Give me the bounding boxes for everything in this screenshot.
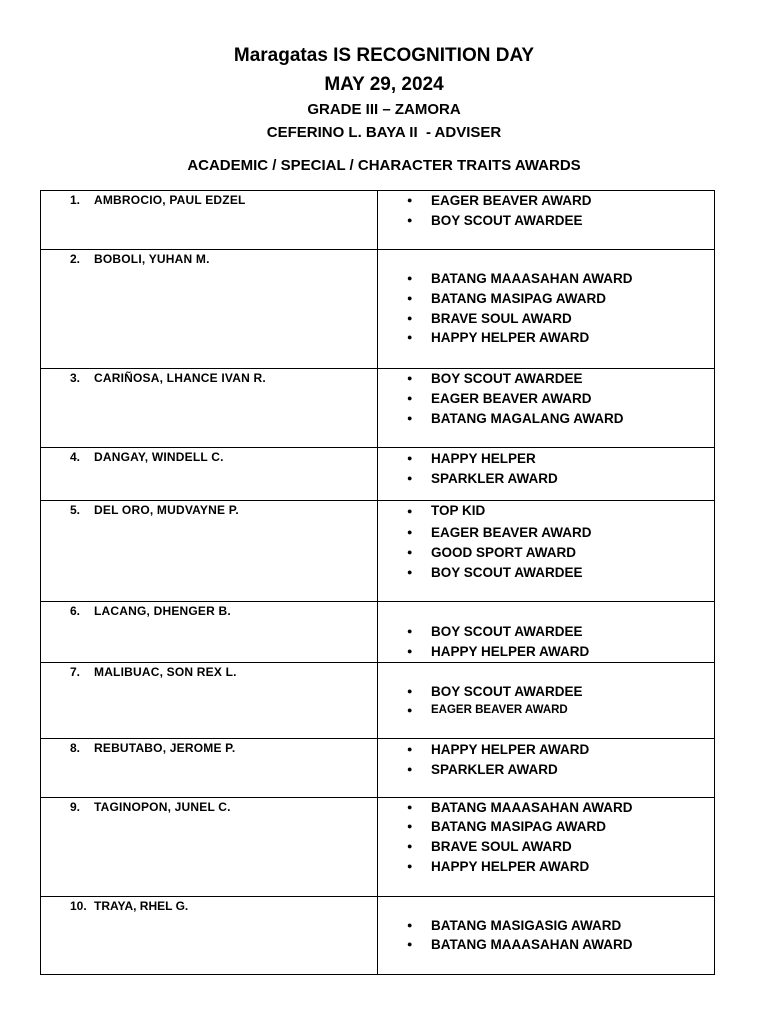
row-number: 10.: [70, 898, 87, 913]
student-name-cell: [41, 738, 378, 797]
bullet-icon: ●: [407, 473, 413, 483]
award-list: [378, 191, 714, 231]
student-name: DEL ORO, MUDVAYNE P.: [94, 503, 239, 517]
list-item: [378, 409, 714, 429]
list-item: [378, 289, 714, 309]
student-name-cell: [41, 896, 378, 974]
bullet-icon: ●: [407, 566, 413, 577]
award-label: BATANG MAGALANG AWARD: [431, 410, 624, 426]
bullet-icon: ●: [407, 685, 413, 696]
bullet-icon: ●: [407, 546, 413, 557]
award-label: HAPPY HELPER: [431, 451, 536, 466]
bullet-icon: ●: [407, 332, 413, 343]
table-row: [41, 896, 715, 974]
award-label: HAPPY HELPER AWARD: [431, 643, 590, 659]
bullet-icon: ●: [407, 292, 413, 303]
row-number: 4.: [70, 450, 81, 464]
award-cell: [378, 250, 715, 369]
award-label: EAGER BEAVER AWARD: [431, 525, 592, 540]
list-item: [378, 469, 714, 489]
table-row: [41, 662, 715, 738]
list-item: [378, 642, 714, 662]
student-name-cell: [41, 191, 378, 250]
award-label: HAPPY HELPER AWARD: [431, 858, 590, 874]
student-name-cell: [41, 797, 378, 896]
bullet-icon: ●: [407, 453, 413, 463]
award-label: BATANG MAAASAHAN AWARD: [431, 271, 633, 286]
award-list: [378, 501, 714, 582]
list-item: [378, 916, 714, 936]
list-item: [378, 837, 714, 857]
student-name-cell: [41, 250, 378, 369]
student-name: LACANG, DHENGER B.: [94, 604, 231, 618]
student-name: BOBOLI, YUHAN M.: [94, 252, 210, 266]
row-number: 5.: [70, 503, 81, 517]
list-item: [378, 523, 714, 543]
row-number: 8.: [70, 740, 81, 755]
award-label: BATANG MAAASAHAN AWARD: [431, 937, 633, 953]
bullet-icon: ●: [407, 373, 413, 383]
bullet-icon: ●: [407, 801, 413, 812]
bullet-icon: ●: [407, 919, 413, 930]
list-item: [378, 935, 714, 955]
bullet-icon: ●: [407, 527, 413, 537]
student-name-cell: [41, 501, 378, 602]
award-label: TOP KID: [431, 503, 486, 518]
award-label: EAGER BEAVER AWARD: [431, 390, 592, 406]
list-item: [378, 328, 714, 348]
award-label: BOY SCOUT AWARDEE: [431, 564, 583, 580]
student-name: TAGINOPON, JUNEL C.: [94, 799, 231, 814]
list-item: [378, 739, 714, 760]
bullet-icon: ●: [407, 626, 413, 636]
bullet-icon: ●: [407, 939, 413, 950]
bullet-icon: ●: [407, 645, 413, 656]
award-list: [378, 916, 714, 956]
awards-heading: ACADEMIC / SPECIAL / CHARACTER TRAITS AWARDS: [187, 157, 581, 174]
award-cell: [378, 662, 715, 738]
award-cell: [378, 896, 715, 974]
list-item: [378, 563, 714, 583]
list-item: [378, 369, 714, 389]
row-number: 6.: [70, 604, 81, 618]
row-number: 1.: [70, 193, 81, 207]
row-number: 2.: [70, 252, 81, 266]
bullet-icon: ●: [407, 412, 413, 423]
award-list: [378, 682, 714, 722]
award-label: BATANG MAAASAHAN AWARD: [431, 799, 633, 815]
student-name: MALIBUAC, SON REX L.: [94, 664, 237, 679]
award-label: SPARKLER AWARD: [431, 471, 558, 486]
student-name-cell: [41, 602, 378, 663]
award-label: BRAVE SOUL AWARD: [431, 310, 572, 326]
list-item: [378, 622, 714, 642]
award-cell: [378, 448, 715, 501]
bullet-icon: ●: [407, 506, 413, 516]
list-item: [378, 448, 714, 469]
award-list: [378, 739, 714, 780]
table-row: [41, 191, 715, 250]
award-label: BOY SCOUT AWARDEE: [431, 624, 583, 639]
award-label: BOY SCOUT AWARDEE: [431, 371, 583, 386]
list-item: [378, 798, 714, 818]
student-name: REBUTABO, JEROME P.: [94, 740, 236, 755]
table-row: [41, 602, 715, 663]
award-label: EAGER BEAVER AWARD: [431, 704, 568, 717]
award-list: [378, 798, 714, 877]
student-name-cell: [41, 369, 378, 448]
award-label: BRAVE SOUL AWARD: [431, 839, 572, 855]
list-item: [378, 309, 714, 329]
award-label: BOY SCOUT AWARDEE: [431, 212, 583, 228]
award-cell: [378, 191, 715, 250]
list-item: [378, 543, 714, 563]
award-cell: [378, 501, 715, 602]
list-item: [378, 389, 714, 409]
adviser-line: CEFERINO L. BAYA II - ADVISER: [266, 124, 502, 141]
list-item: [378, 817, 714, 837]
bullet-icon: ●: [407, 195, 413, 205]
award-label: BATANG MASIGASIG AWARD: [431, 917, 622, 933]
award-list: [378, 622, 714, 662]
bullet-icon: ●: [407, 860, 413, 871]
bullet-icon: ●: [407, 273, 413, 283]
list-item: [378, 191, 714, 211]
table-row: [41, 797, 715, 896]
list-item: [378, 682, 714, 702]
bullet-icon: ●: [407, 841, 413, 852]
awards-table: [40, 190, 715, 975]
table-row: [41, 738, 715, 797]
student-name: TRAYA, RHEL G.: [94, 898, 189, 913]
row-number: 9.: [70, 799, 81, 814]
bullet-icon: ●: [407, 763, 413, 774]
award-label: GOOD SPORT AWARD: [431, 544, 577, 560]
award-label: EAGER BEAVER AWARD: [431, 193, 592, 208]
award-label: HAPPY HELPER AWARD: [431, 330, 590, 346]
list-item: [378, 269, 714, 289]
award-label: HAPPY HELPER AWARD: [431, 741, 590, 757]
table-row: [41, 448, 715, 501]
student-name: DANGAY, WINDELL C.: [94, 450, 224, 464]
grade-section: GRADE III – ZAMORA: [307, 101, 461, 118]
award-cell: [378, 797, 715, 896]
list-item: [378, 701, 714, 721]
award-label: BATANG MASIPAG AWARD: [431, 290, 606, 306]
student-name: CARIÑOSA, LHANCE IVAN R.: [94, 371, 266, 385]
bullet-icon: ●: [407, 312, 413, 323]
bullet-icon: ●: [407, 705, 413, 716]
award-cell: [378, 602, 715, 663]
list-item: [378, 501, 714, 523]
list-item: [378, 857, 714, 877]
row-number: 7.: [70, 664, 81, 679]
student-name-cell: [41, 662, 378, 738]
bullet-icon: ●: [407, 392, 413, 403]
document-title: Maragatas IS RECOGNITION DAY: [233, 45, 535, 66]
table-row: [41, 501, 715, 602]
award-list: [378, 269, 714, 348]
award-cell: [378, 738, 715, 797]
table-row: [41, 250, 715, 369]
award-list: [378, 448, 714, 489]
list-item: [378, 211, 714, 231]
event-date: MAY 29, 2024: [324, 74, 444, 95]
award-label: BATANG MASIPAG AWARD: [431, 819, 606, 835]
student-name: AMBROCIO, PAUL EDZEL: [94, 193, 246, 207]
award-list: [378, 369, 714, 428]
bullet-icon: ●: [407, 821, 413, 832]
table-row: [41, 369, 715, 448]
bullet-icon: ●: [407, 214, 413, 225]
student-name-cell: [41, 448, 378, 501]
award-label: BOY SCOUT AWARDEE: [431, 683, 583, 699]
list-item: [378, 760, 714, 780]
bullet-icon: ●: [407, 743, 413, 754]
award-cell: [378, 369, 715, 448]
row-number: 3.: [70, 371, 81, 385]
award-label: SPARKLER AWARD: [431, 761, 558, 777]
